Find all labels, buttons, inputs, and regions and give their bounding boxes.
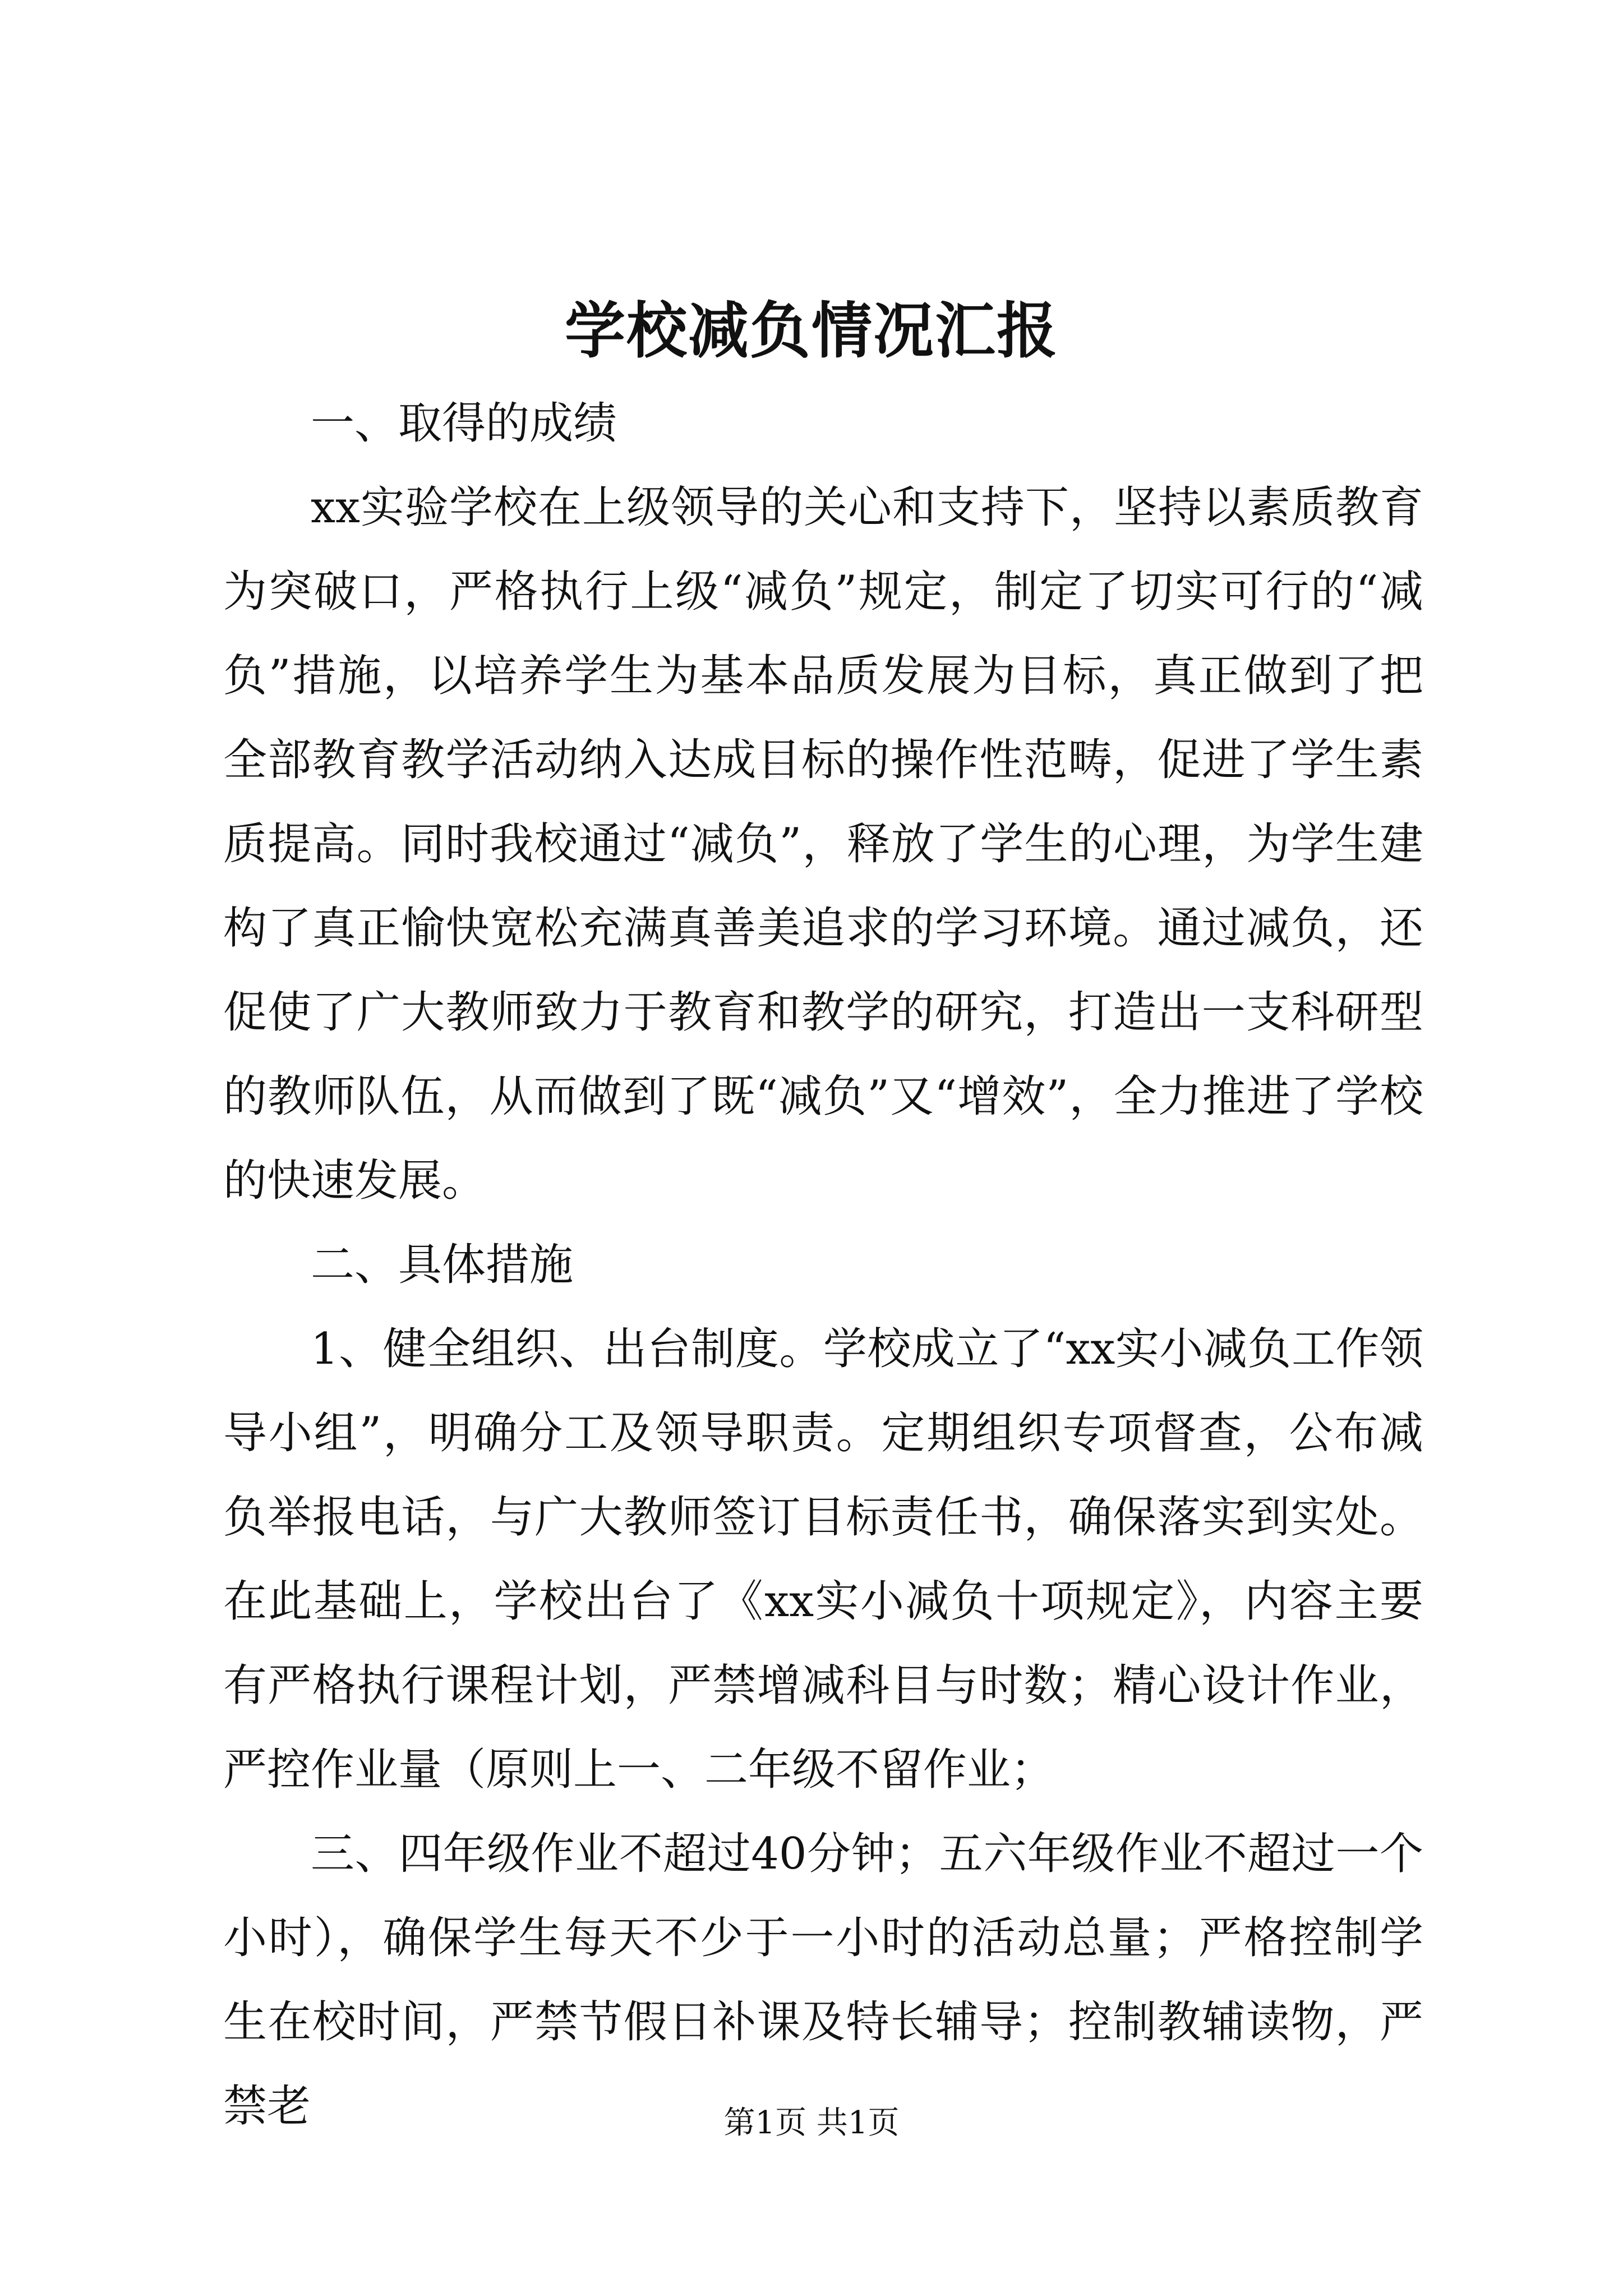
document-body bbox=[223, 381, 1423, 2148]
paragraph-achievements: xx实验学校在上级领导的关心和支持下，坚持以素质教育为突破口，严格执行上级“减负”规定，制定了切实可行的“减负”措施，以培养学生为基本品质发展为目标，真正做到了把全部教育教学活动纳入达成目标的操作性范畴，促进了学生素质提高。同时我校通过“减负”，释放了学生的心理，为学生建构了真正愉快宽松充满真善美追求的学习环境。通过减负，还促使了广大教师致力于教育和教学的研究，打造出一支科研型的教师队伍，从而做到了既“减负”又“增效”，全力推进了学校的快速发展。 bbox=[223, 482, 1423, 1206]
document-title: 学校减负情况汇报 bbox=[564, 296, 1058, 366]
heading-measures: 二、具体措施 bbox=[311, 1240, 574, 1290]
page-footer: 第1页 共1页 bbox=[723, 2105, 900, 2141]
heading-achievements: 一、取得的成绩 bbox=[311, 398, 617, 449]
paragraph-measure-1: 1、健全组织、出台制度。学校成立了“xx实小减负工作领导小组”，明确分工及领导职责。定期组织专项督查，公布减负举报电话，与广大教师签订目标责任书，确保落实到实处。在此基础上，学校出台了《xx实小减负十项规定》，内容主要有严格执行课程计划，严禁增减科目与时数；精心设计作业，严控作业量（原则上一、二年级不留作业； bbox=[223, 1324, 1423, 1795]
paragraph-measure-continued: 三、四年级作业不超过40分钟；五六年级作业不超过一个小时），确保学生每天不少于一小时的活动总量；严格控制学生在校时间，严禁节假日补课及特长辅导；控制教辅读物，严禁老 bbox=[223, 1829, 1423, 2132]
